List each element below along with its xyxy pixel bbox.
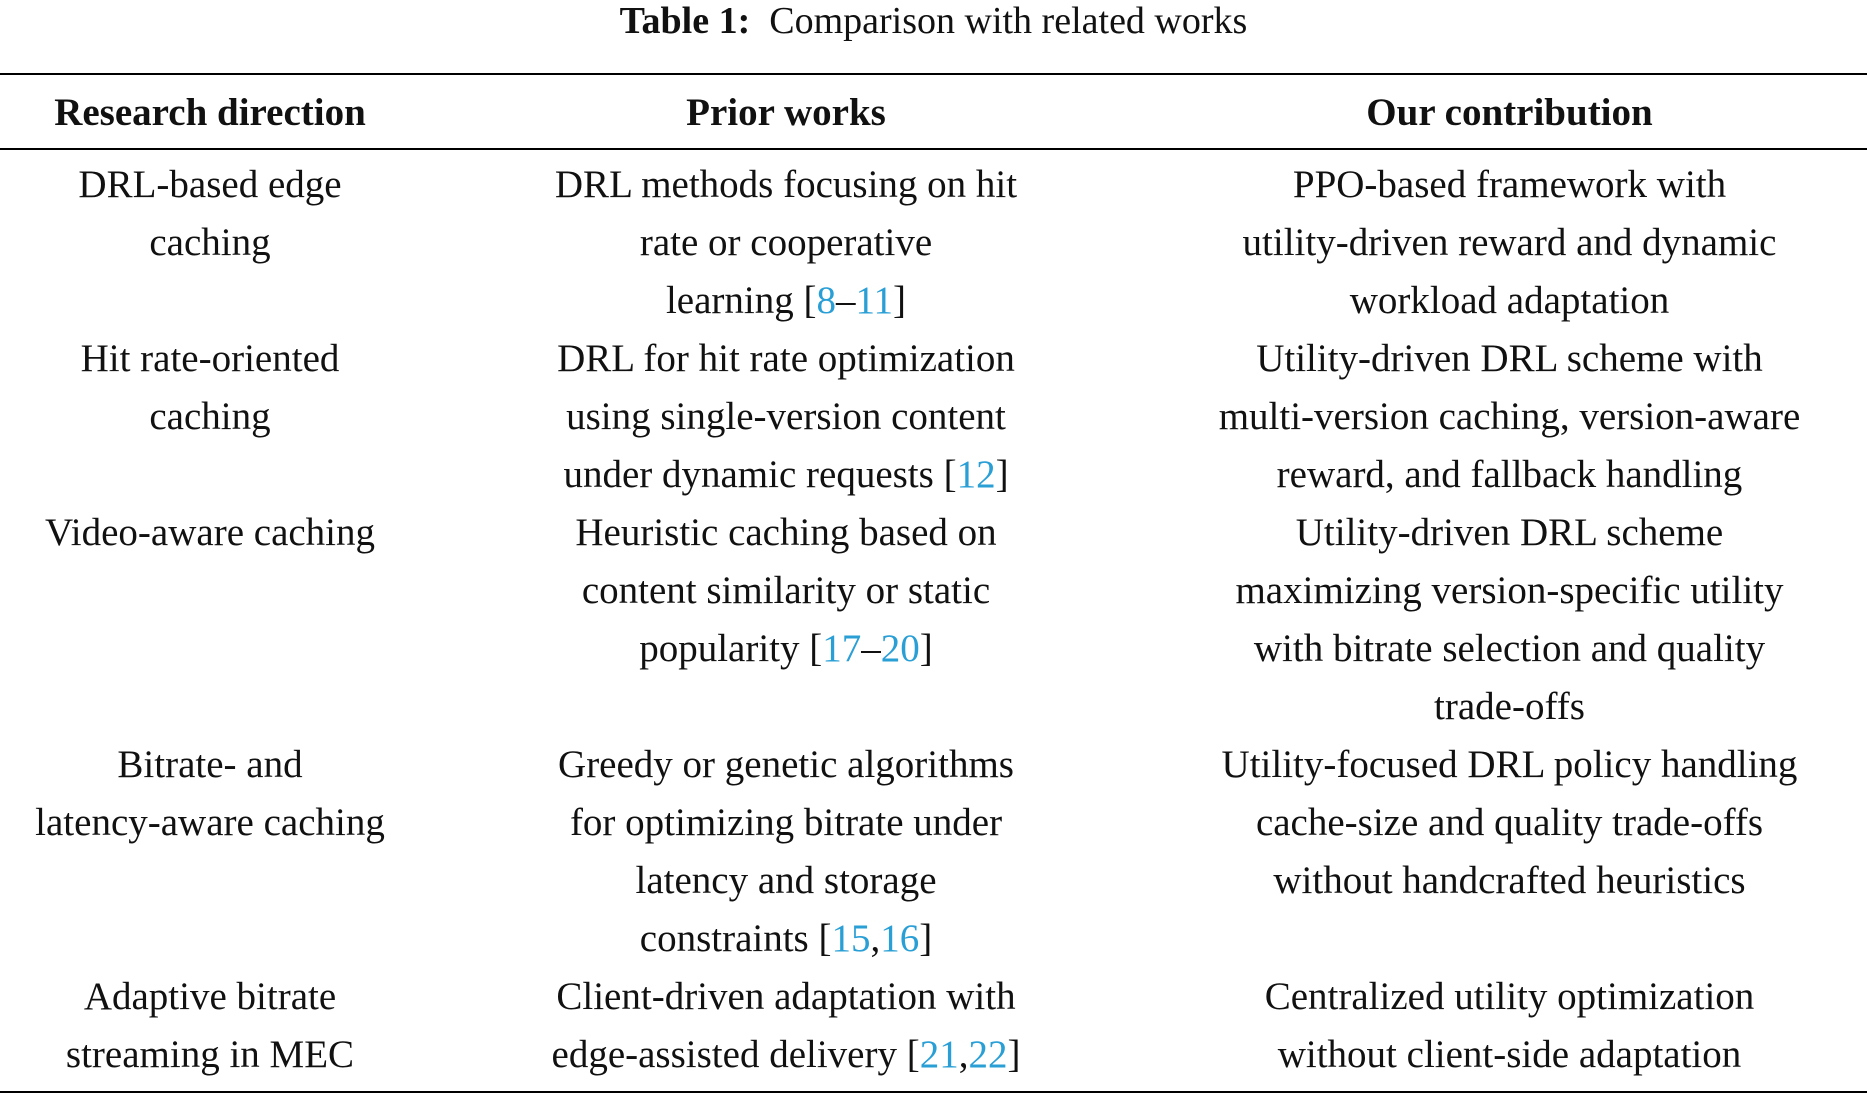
cell-text: –: [835, 279, 856, 322]
cell-text: Utility-driven DRL scheme with: [1256, 337, 1763, 380]
cell-line: [420, 562, 1152, 620]
caption-label: Table 1:: [619, 0, 751, 42]
caption-text: Comparison with related works: [769, 0, 1248, 42]
cell-text: ]: [1007, 1033, 1021, 1076]
cell-line: [420, 910, 1152, 968]
citation-link[interactable]: 12: [956, 453, 996, 496]
cell-line: [1152, 794, 1867, 852]
cell-line: [1152, 446, 1867, 504]
cell-text: without handcrafted heuristics: [1273, 859, 1746, 902]
our-contribution-cell: [1152, 736, 1867, 968]
cell-text: with bitrate selection and quality: [1253, 627, 1766, 670]
header-research-direction: Research direction: [54, 90, 366, 134]
top-rule: [0, 73, 1867, 75]
cell-text: learning [: [665, 279, 817, 322]
cell-text: Adaptive bitrate: [83, 975, 337, 1018]
prior-works-cell: [420, 504, 1152, 736]
cell-text: Bitrate- and: [117, 743, 303, 786]
cell-line: [420, 794, 1152, 852]
research-direction-cell: [0, 504, 420, 736]
cell-text: –: [861, 627, 881, 670]
cell-text: ]: [893, 279, 907, 322]
cell-line: [0, 330, 420, 388]
cell-text: edge-assisted delivery [: [551, 1033, 920, 1076]
cell-line: [0, 1026, 420, 1084]
prior-works-cell: [420, 736, 1152, 968]
cell-text: Centralized utility optimization: [1264, 975, 1755, 1018]
table-caption: [0, 0, 1867, 42]
cell-line: [1152, 156, 1867, 214]
comparison-table: [0, 76, 1867, 1084]
header-prior-works: Prior works: [686, 90, 886, 134]
cell-line: [1152, 968, 1867, 1026]
cell-line: [1152, 214, 1867, 272]
research-direction-cell: [0, 736, 420, 968]
cell-line: [420, 1026, 1152, 1084]
cell-line: [420, 736, 1152, 794]
cell-line: [420, 272, 1152, 330]
citation-link[interactable]: 15: [831, 917, 871, 960]
cell-text: multi-version caching, version-aware: [1218, 395, 1801, 438]
cell-line: [0, 968, 420, 1026]
citation-link[interactable]: 16: [880, 917, 920, 960]
cell-line: [420, 504, 1152, 562]
cell-text: DRL methods focusing on hit: [554, 163, 1018, 206]
cell-line: [420, 852, 1152, 910]
cell-line: [1152, 562, 1867, 620]
citation-link[interactable]: 20: [880, 627, 920, 670]
cell-line: [0, 794, 420, 852]
citation-link[interactable]: 17: [822, 627, 862, 670]
cell-line: [0, 214, 420, 272]
cell-text: PPO-based framework with: [1292, 163, 1727, 206]
citation-link[interactable]: 21: [919, 1033, 959, 1076]
citation-link[interactable]: 11: [855, 279, 894, 322]
cell-line: [420, 330, 1152, 388]
cell-text: ]: [919, 917, 933, 960]
cell-line: [1152, 388, 1867, 446]
cell-text: streaming in MEC: [65, 1033, 355, 1076]
cell-line: [1152, 1026, 1867, 1084]
cell-text: ]: [919, 627, 933, 670]
cell-text: rate or cooperative: [639, 221, 933, 264]
cell-line: [1152, 330, 1867, 388]
cell-text: workload adaptation: [1349, 279, 1670, 322]
cell-text: maximizing version-specific utility: [1235, 569, 1784, 612]
cell-text: Greedy or genetic algorithms: [558, 743, 1014, 786]
our-contribution-cell: [1152, 504, 1867, 736]
cell-text: Hit rate-oriented: [80, 337, 340, 380]
cell-text: latency-aware caching: [35, 801, 385, 844]
cell-text: reward, and fallback handling: [1276, 453, 1743, 496]
prior-works-cell: [420, 968, 1152, 1084]
cell-text: caching: [149, 221, 271, 264]
cell-text: popularity [: [639, 627, 823, 670]
table-row: [0, 148, 1867, 330]
cell-line: [1152, 678, 1867, 736]
table-row: [0, 968, 1867, 1084]
citation-link[interactable]: 8: [816, 279, 836, 322]
prior-works-cell: [420, 148, 1152, 330]
cell-text: without client-side adaptation: [1277, 1033, 1742, 1076]
cell-line: [1152, 272, 1867, 330]
cell-text: DRL for hit rate optimization: [557, 337, 1015, 380]
cell-line: [420, 620, 1152, 678]
cell-text: Client-driven adaptation with: [556, 975, 1016, 1018]
table-row: [0, 504, 1867, 736]
cell-text: under dynamic requests [: [563, 453, 957, 496]
header-our-contribution: Our contribution: [1366, 90, 1653, 134]
cell-line: [0, 388, 420, 446]
cell-line: [420, 446, 1152, 504]
cell-text: DRL-based edge: [78, 163, 342, 206]
research-direction-cell: [0, 148, 420, 330]
cell-line: [420, 968, 1152, 1026]
citation-link[interactable]: 22: [968, 1033, 1008, 1076]
cell-line: [420, 388, 1152, 446]
table-row: [0, 736, 1867, 968]
cell-text: latency and storage: [635, 859, 937, 902]
cell-line: [420, 214, 1152, 272]
cell-line: [1152, 852, 1867, 910]
cell-text: constraints [: [639, 917, 832, 960]
cell-line: [0, 156, 420, 214]
cell-text: ,: [958, 1033, 969, 1076]
research-direction-cell: [0, 968, 420, 1084]
prior-works-cell: [420, 330, 1152, 504]
cell-text: Heuristic caching based on: [575, 511, 997, 554]
cell-line: [0, 504, 420, 562]
bottom-rule: [0, 1091, 1867, 1093]
our-contribution-cell: [1152, 330, 1867, 504]
cell-text: caching: [149, 395, 271, 438]
cell-text: ]: [995, 453, 1009, 496]
cell-text: using single-version content: [566, 395, 1006, 438]
cell-line: [1152, 736, 1867, 794]
cell-text: ,: [870, 917, 881, 960]
cell-text: Utility-focused DRL policy handling: [1221, 743, 1798, 786]
cell-text: utility-driven reward and dynamic: [1242, 221, 1777, 264]
cell-line: [1152, 620, 1867, 678]
header-row: [0, 76, 1867, 148]
cell-line: [0, 736, 420, 794]
our-contribution-cell: [1152, 148, 1867, 330]
our-contribution-cell: [1152, 968, 1867, 1084]
cell-text: for optimizing bitrate under: [569, 801, 1003, 844]
cell-text: trade-offs: [1434, 685, 1585, 728]
cell-line: [1152, 504, 1867, 562]
table-row: [0, 330, 1867, 504]
cell-text: Video-aware caching: [44, 511, 376, 554]
cell-text: content similarity or static: [581, 569, 991, 612]
cell-text: cache-size and quality trade-offs: [1255, 801, 1764, 844]
research-direction-cell: [0, 330, 420, 504]
cell-text: Utility-driven DRL scheme: [1295, 511, 1724, 554]
cell-line: [420, 156, 1152, 214]
